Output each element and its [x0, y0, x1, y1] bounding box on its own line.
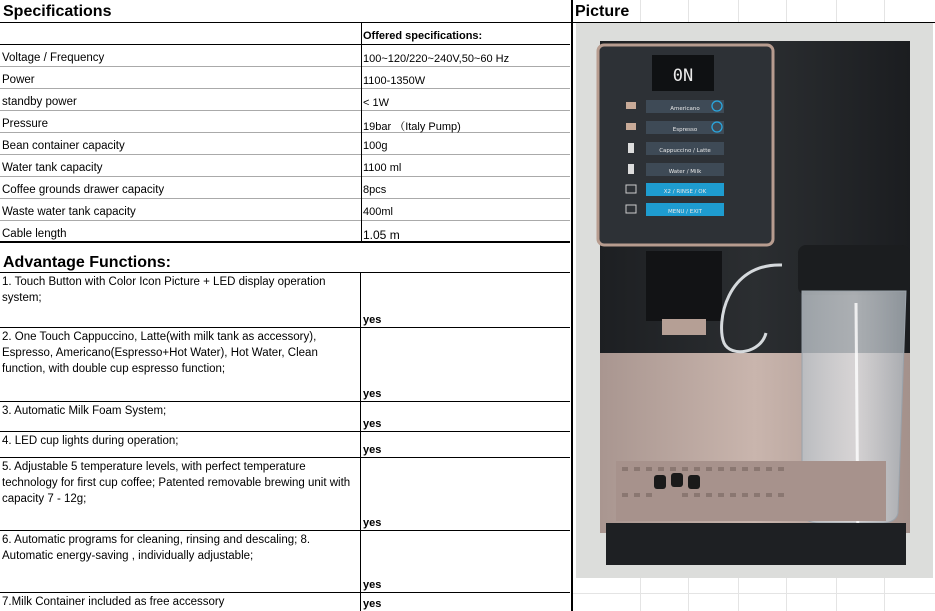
svg-text:Cappuccino / Latte: Cappuccino / Latte [659, 148, 711, 154]
svg-text:X2 / RINSE / OK: X2 / RINSE / OK [663, 189, 707, 195]
row-border [0, 401, 570, 402]
row-border [0, 530, 570, 531]
row-border [0, 198, 570, 199]
advantage-text: 7.Milk Container included as free accessory [2, 596, 225, 608]
spec-label: Water tank capacity [2, 162, 103, 174]
advantage-answer: yes [363, 444, 382, 456]
row-border [0, 272, 570, 273]
advantage-answer: yes [363, 579, 382, 591]
row-border [0, 220, 570, 221]
spec-label: Bean container capacity [2, 140, 125, 152]
row-border [0, 154, 570, 155]
spec-value: 1100 ml [363, 162, 402, 174]
spec-value: 1.05 m [363, 228, 400, 242]
row-border [0, 176, 570, 177]
advantage-answer: yes [363, 314, 382, 326]
col-border [361, 22, 362, 242]
row-border [0, 66, 570, 67]
section-divider [571, 0, 573, 611]
spec-value: 19bar （Italy Pump) [363, 121, 461, 133]
spec-value: 8pcs [363, 184, 387, 196]
coffee-spout [646, 251, 722, 321]
row-border [0, 44, 570, 45]
svg-text:Espresso: Espresso [672, 127, 698, 133]
milk-lid [798, 245, 910, 295]
machine-base [606, 523, 906, 565]
row-border [0, 110, 570, 111]
svg-text:Water / Milk: Water / Milk [668, 169, 702, 175]
spec-value: < 1W [363, 97, 389, 109]
row-border [0, 132, 570, 133]
row-border [0, 592, 570, 593]
spec-value: 100~120/220~240V,50~60 Hz [363, 53, 510, 65]
advantage-title: Advantage Functions: [3, 254, 172, 271]
row-border [0, 431, 570, 432]
advantage-answer: yes [363, 598, 382, 610]
tray-hole [671, 473, 683, 487]
spec-value: 400ml [363, 206, 393, 218]
spec-label: Waste water tank capacity [2, 206, 136, 218]
drip-grid [616, 461, 886, 521]
col-border [360, 272, 361, 611]
picture-title: Picture [575, 3, 630, 20]
advantage-text: 6. Automatic programs for cleaning, rinsing and descaling; 8. Automatic energy-saving , individually adjustable; [2, 534, 311, 562]
advantage-text: 2. One Touch Cappuccino, Latte(with milk tank as accessory), Espresso, Americano(Espresso+Hot Water), Hot Water, Clean function, with double cup espresso function; [2, 331, 318, 375]
advantage-answer: yes [363, 418, 382, 430]
row-border [0, 241, 570, 243]
product-picture [576, 23, 933, 578]
tray-hole [654, 475, 666, 489]
advantage-answer: yes [363, 517, 382, 529]
grid-line [573, 593, 935, 594]
spec-label: Power [2, 74, 35, 86]
advantage-text: 5. Adjustable 5 temperature levels, with perfect temperature technology for first cup coffee; Patented removable brewing unit with capacity 7 - 12g; [2, 461, 351, 505]
spec-title: Specifications [3, 3, 112, 20]
advantage-text: 3. Automatic Milk Foam System; [2, 405, 167, 417]
spec-value: 100g [363, 140, 388, 152]
spec-label: Cable length [2, 228, 67, 240]
spec-value: 1100-1350W [363, 75, 426, 87]
row-border [0, 327, 570, 328]
svg-text:Americano: Americano [670, 106, 700, 112]
spout-tip [662, 319, 706, 335]
advantage-answer: yes [363, 388, 382, 400]
spec-label: standby power [2, 96, 77, 108]
tray-hole [688, 475, 700, 489]
spec-label: Coffee grounds drawer capacity [2, 184, 165, 196]
spec-label: Pressure [2, 118, 49, 130]
row-border [0, 88, 570, 89]
display-text: 0N [672, 66, 694, 86]
spec-label: Voltage / Frequency [2, 52, 105, 64]
svg-text:MENU / EXIT: MENU / EXIT [668, 209, 702, 215]
row-border [0, 457, 570, 458]
advantage-text: 1. Touch Button with Color Icon Picture + LED display operation system; [2, 276, 326, 304]
advantage-text: 4. LED cup lights during operation; [2, 435, 179, 447]
offered-header: Offered specifications: [363, 30, 483, 42]
